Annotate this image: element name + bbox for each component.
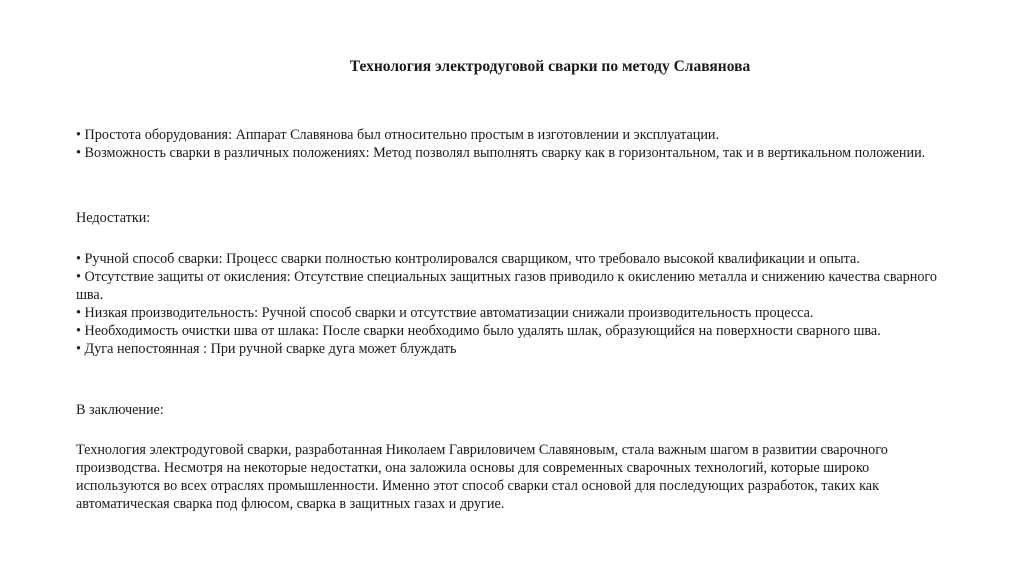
list-item: • Отсутствие защиты от окисления: Отсутствие специальных защитных газов приводило к окислению металла и снижению качества сварного шва. [76, 269, 937, 303]
list-item: • Дуга непостоянная : При ручной сварке дуга может блуждать [76, 341, 457, 357]
disadvantages-heading: Недостатки: [76, 210, 151, 226]
advantages-list [76, 126, 956, 162]
conclusion-heading: В заключение: [76, 402, 164, 418]
slide-title: Технология электродуговой сварки по методу Славянова [349, 58, 751, 75]
list-item: • Ручной способ сварки: Процесс сварки полностью контролировался сварщиком, что требовало высокой квалификации и опыта. [76, 251, 860, 267]
list-item: • Низкая производительность: Ручной способ сварки и отсутствие автоматизации снижали производительность процесса. [76, 305, 814, 321]
disadvantages-list [76, 250, 956, 358]
conclusion-paragraph: Технология электродуговой сварки, разработанная Николаем Гавриловичем Славяновым, стала важным шагом в развитии сварочного производства. Несмотря на некоторые недостатки, она заложила основы для современных сварочных технологий, которые широко используются во всех отраслях промышленности. Именно этот способ сварки стал основой для последующих разработок, таких как автоматическая сварка под флюсом, сварка в защитных газах и другие. [76, 442, 888, 512]
list-item: • Необходимость очистки шва от шлака: После сварки необходимо было удалять шлак, образующийся на поверхности сварного шва. [76, 323, 881, 339]
list-item: • Простота оборудования: Аппарат Славянова был относительно простым в изготовлении и эксплуатации. [76, 127, 720, 143]
list-item: • Возможность сварки в различных положениях: Метод позволял выполнять сварку как в горизонтальном, так и в вертикальном положении. [76, 145, 926, 161]
